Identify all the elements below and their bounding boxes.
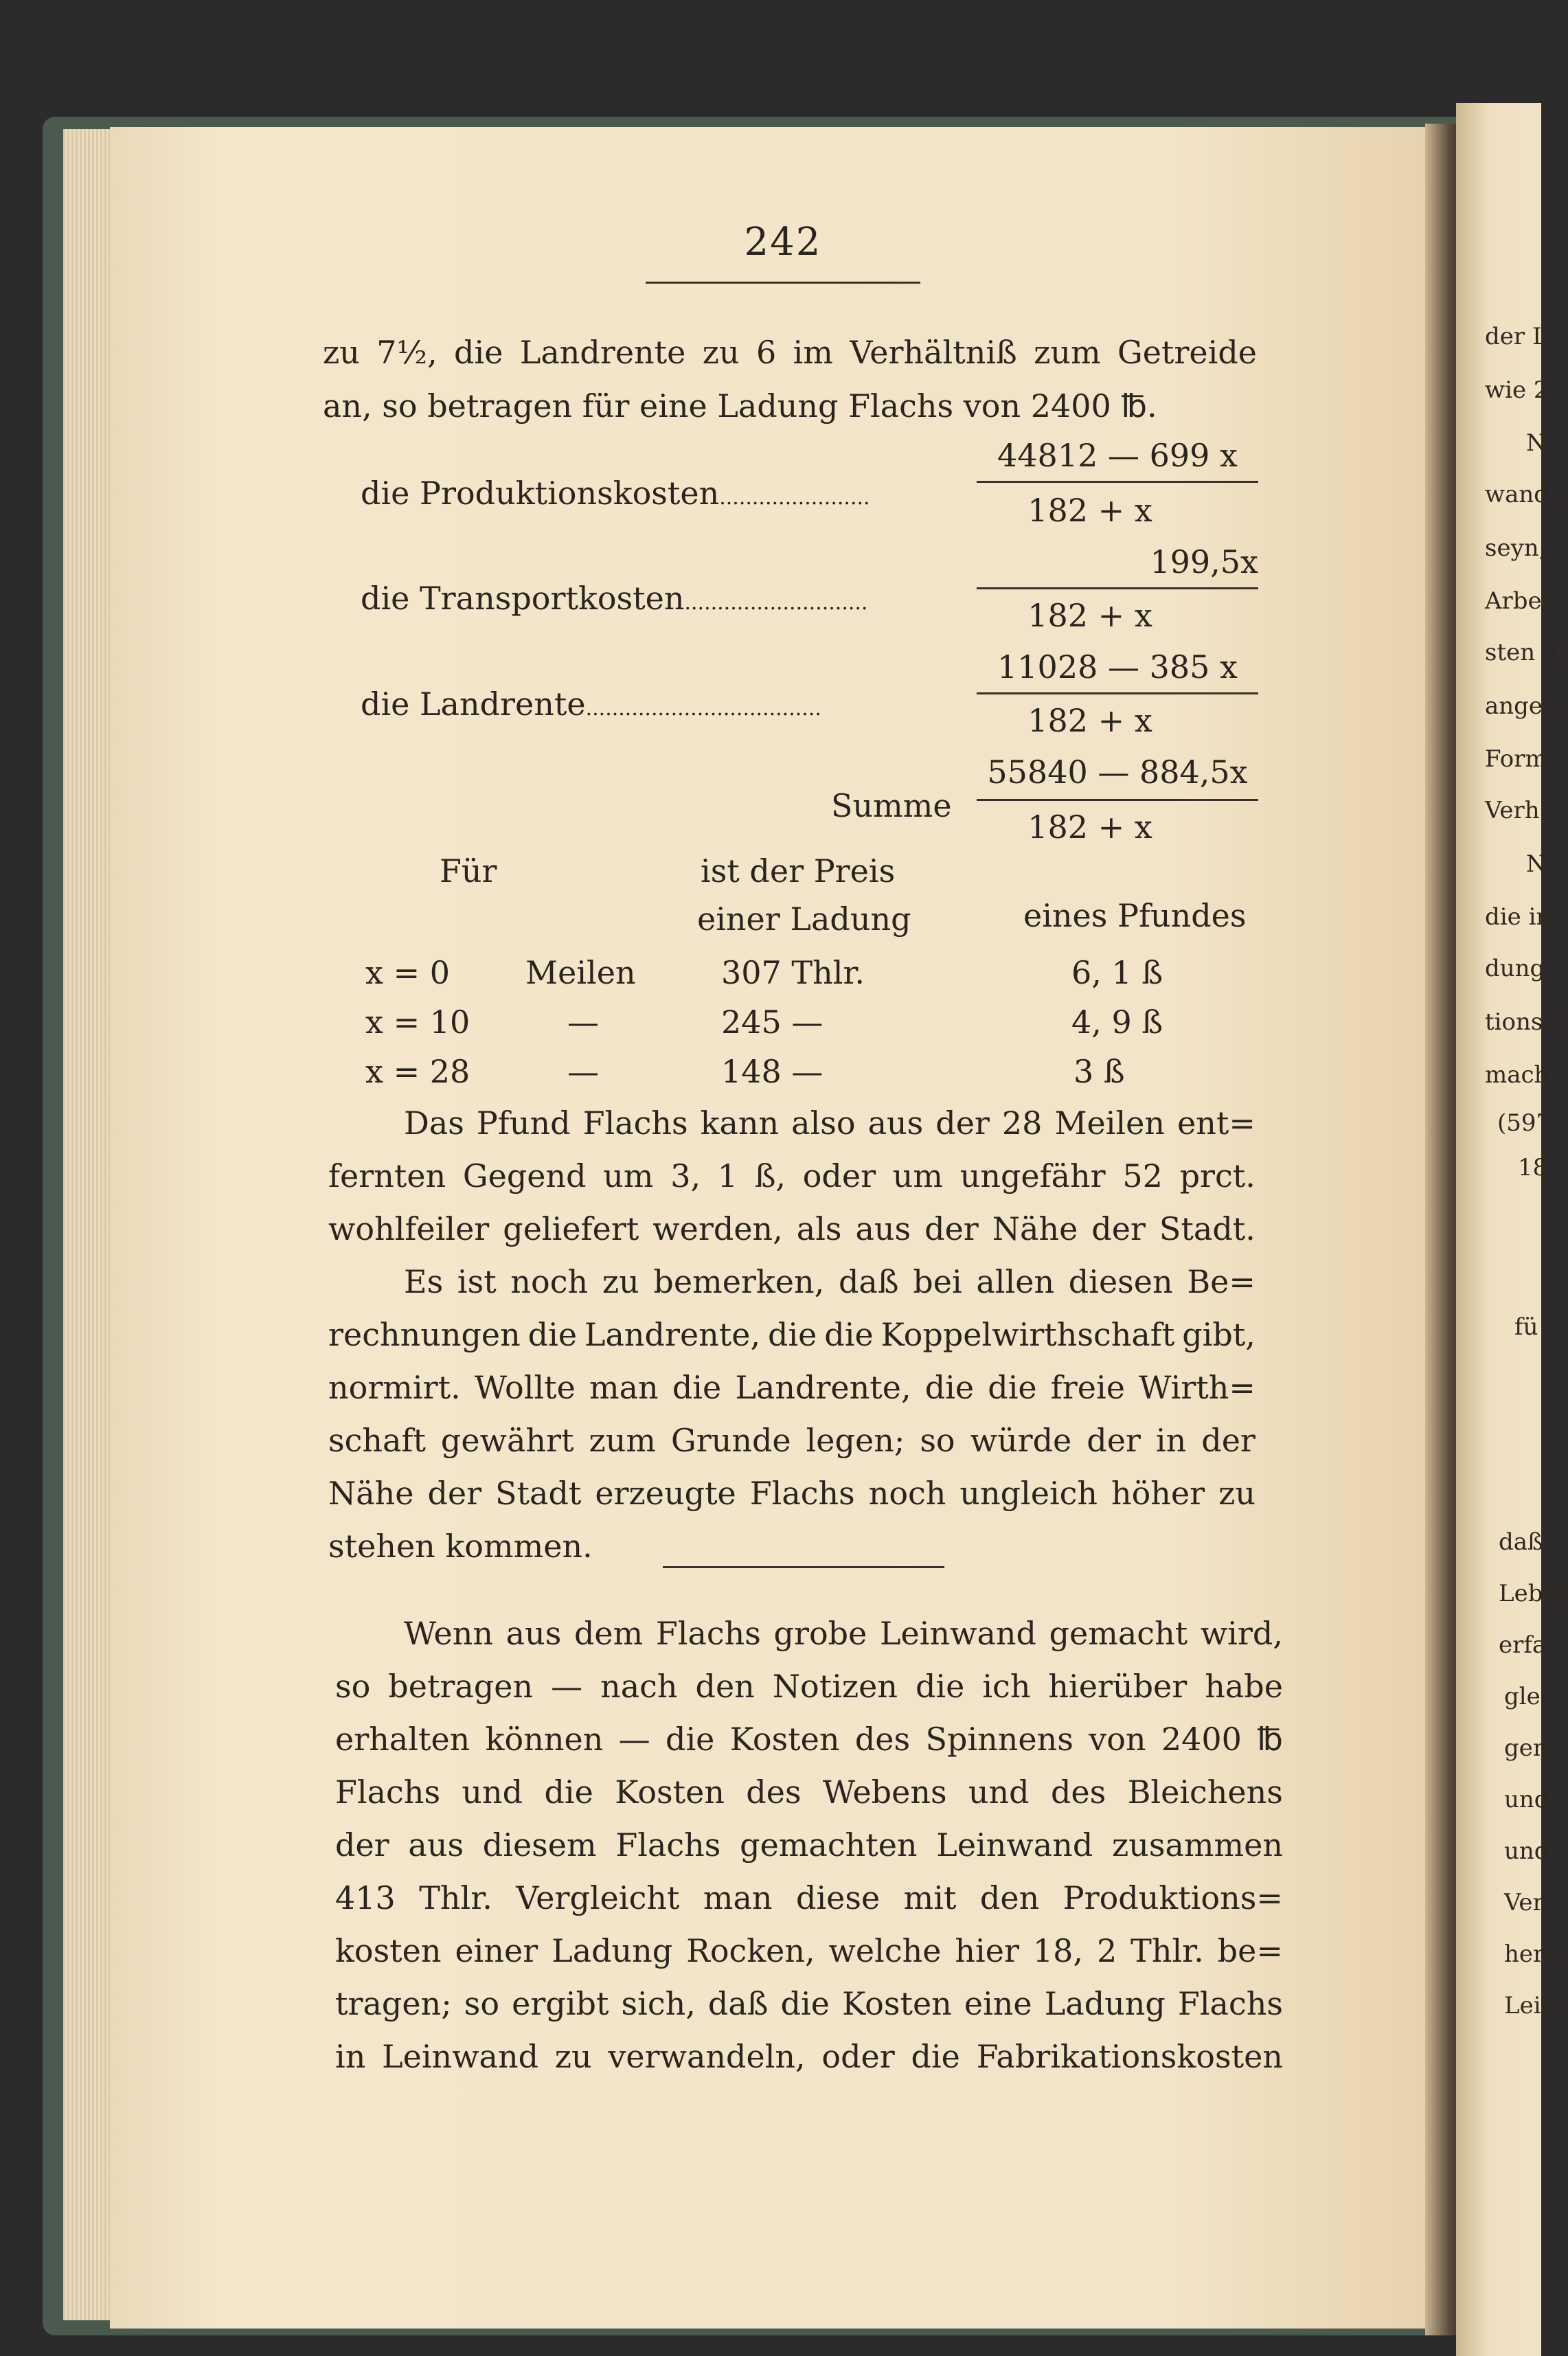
facing-page-fragment: Form bbox=[1485, 745, 1547, 773]
facing-page-fragment: gen bbox=[1504, 1734, 1548, 1762]
text-line: fernten Gegend um 3, 1 ß, oder um ungefähr 52 prct. bbox=[328, 1157, 1255, 1194]
cost-label-transport: die Transportkosten............................ bbox=[361, 580, 868, 617]
facing-page-fragment: glei bbox=[1504, 1683, 1548, 1710]
table-row-x: x = 0 bbox=[365, 954, 450, 991]
table-row-unit: — bbox=[567, 1004, 599, 1041]
cost-denominator-transport: 182 + x bbox=[1027, 597, 1152, 634]
table-row-unit: — bbox=[567, 1053, 599, 1090]
facing-page-fragment: wie 2 bbox=[1485, 376, 1549, 404]
fraction-rule bbox=[977, 692, 1258, 694]
fraction-rule bbox=[977, 587, 1258, 589]
facing-page-fragment: sten d bbox=[1485, 639, 1558, 666]
intro-line-2: an, so betragen für eine Ladung Flachs von 2400 ℔. bbox=[323, 387, 1157, 424]
cost-numerator-sum: 55840 — 884,5x bbox=[987, 754, 1248, 791]
table-header-for: Für bbox=[440, 852, 497, 890]
page-number: 242 bbox=[744, 220, 822, 264]
facing-page-fragment: und bbox=[1504, 1786, 1549, 1813]
facing-page-fragment: hers bbox=[1504, 1940, 1556, 1968]
facing-page-fragment: angeb bbox=[1485, 692, 1558, 720]
facing-page-fragment: dung bbox=[1485, 955, 1545, 982]
text-line: Wenn aus dem Flachs grobe Leinwand gemacht wird, bbox=[404, 1615, 1283, 1652]
text-line: erhalten können — die Kosten des Spinnens von 2400 ℔ bbox=[335, 1721, 1283, 1758]
fraction-rule bbox=[977, 799, 1258, 801]
facing-page-fragment: mach bbox=[1485, 1061, 1549, 1089]
facing-page-fragment: Leber bbox=[1499, 1580, 1568, 1607]
facing-page-fragment: seyn, bbox=[1485, 534, 1547, 562]
text-line: der aus diesem Flachs gemachten Leinwand zusammen bbox=[335, 1826, 1283, 1864]
text-line: rechnungen die Landrente, die die Koppelwirthschaft gibt, bbox=[328, 1316, 1255, 1353]
cost-numerator-transport: 199,5x bbox=[1150, 543, 1258, 580]
table-row-unit: Meilen bbox=[525, 954, 636, 991]
table-row-x: x = 28 bbox=[365, 1053, 470, 1090]
facing-page-fragment: daß bbox=[1499, 1528, 1543, 1556]
text-line: kosten einer Ladung Rocken, welche hier 18, 2 Thlr. be= bbox=[335, 1932, 1283, 1969]
facing-page-fragment: (597 bbox=[1497, 1109, 1552, 1137]
cost-label-production: die Produktionskosten....................... bbox=[361, 475, 870, 512]
facing-page-fragment: N bbox=[1526, 850, 1547, 878]
text-line: Flachs und die Kosten des Webens und des Bleichens bbox=[335, 1774, 1283, 1811]
table-row-pound: 6, 1 ß bbox=[1071, 954, 1163, 991]
facing-page-fragment: N bbox=[1526, 429, 1547, 457]
text-line: Es ist noch zu bemerken, daß bei allen diesen Be= bbox=[404, 1263, 1255, 1300]
cost-denominator-rent: 182 + x bbox=[1027, 702, 1152, 739]
text-line: tragen; so ergibt sich, daß die Kosten eine Ladung Flachs bbox=[335, 1985, 1283, 2022]
cost-denominator-production: 182 + x bbox=[1027, 492, 1152, 529]
table-row-pound: 4, 9 ß bbox=[1071, 1004, 1163, 1041]
header-rule bbox=[646, 282, 920, 284]
section-separator bbox=[663, 1566, 944, 1568]
facing-page-fragment: Lein bbox=[1504, 1992, 1556, 2019]
facing-page-fragment: Ver bbox=[1504, 1889, 1544, 1916]
text-line: stehen kommen. bbox=[328, 1528, 593, 1565]
table-row-price: 307 Thlr. bbox=[721, 954, 865, 991]
facing-page-fragment: 18 bbox=[1518, 1154, 1548, 1181]
facing-page-fragment: der L bbox=[1485, 323, 1548, 350]
table-row-price: 245 — bbox=[721, 1004, 823, 1041]
facing-page-fragment: die in bbox=[1485, 903, 1552, 931]
cost-numerator-production: 44812 — 699 x bbox=[997, 437, 1238, 474]
table-header-price-1: ist der Preis bbox=[701, 852, 896, 890]
text-line: 413 Thlr. Vergleicht man diese mit den Produktions= bbox=[335, 1879, 1283, 1916]
table-header-pound: eines Pfundes bbox=[1023, 897, 1247, 934]
table-row-pound: 3 ß bbox=[1073, 1053, 1125, 1090]
table-row-price: 148 — bbox=[721, 1053, 823, 1090]
text-line: Nähe der Stadt erzeugte Flachs noch ungleich höher zu bbox=[328, 1475, 1255, 1512]
facing-page-fragment: fü bbox=[1514, 1313, 1538, 1341]
text-line: so betragen — nach den Notizen die ich hierüber habe bbox=[335, 1668, 1283, 1705]
cost-denominator-sum: 182 + x bbox=[1027, 808, 1152, 846]
cost-label-rent: die Landrente.................................... bbox=[361, 686, 821, 723]
facing-page-fragment: und bbox=[1504, 1837, 1549, 1865]
text-line: schaft gewährt zum Grunde legen; so würde der in der bbox=[328, 1422, 1255, 1459]
text-line: Das Pfund Flachs kann also aus der 28 Meilen ent= bbox=[404, 1105, 1255, 1142]
facing-page-fragment: Arbei bbox=[1485, 587, 1549, 615]
facing-page-fragment: wand, bbox=[1485, 481, 1556, 508]
intro-line-1: zu 7½, die Landrente zu 6 im Verhältniß zum Getreide bbox=[323, 334, 1257, 371]
facing-page-fragment: erfa bbox=[1499, 1631, 1547, 1659]
text-line: normirt. Wollte man die Landrente, die die freie Wirth= bbox=[328, 1369, 1255, 1406]
cost-label-sum: Summe bbox=[831, 787, 952, 824]
facing-page-fragment: tionsk bbox=[1485, 1008, 1557, 1036]
table-row-x: x = 10 bbox=[365, 1004, 470, 1041]
text-line: in Leinwand zu verwandeln, oder die Fabrikationskosten bbox=[335, 2038, 1283, 2075]
fraction-rule bbox=[977, 481, 1258, 483]
cost-numerator-rent: 11028 — 385 x bbox=[997, 648, 1238, 686]
facing-page-fragment: Verh bbox=[1485, 797, 1540, 824]
table-header-price-2: einer Ladung bbox=[697, 901, 911, 938]
text-line: wohlfeiler geliefert werden, als aus der Nähe der Stadt. bbox=[328, 1210, 1255, 1247]
